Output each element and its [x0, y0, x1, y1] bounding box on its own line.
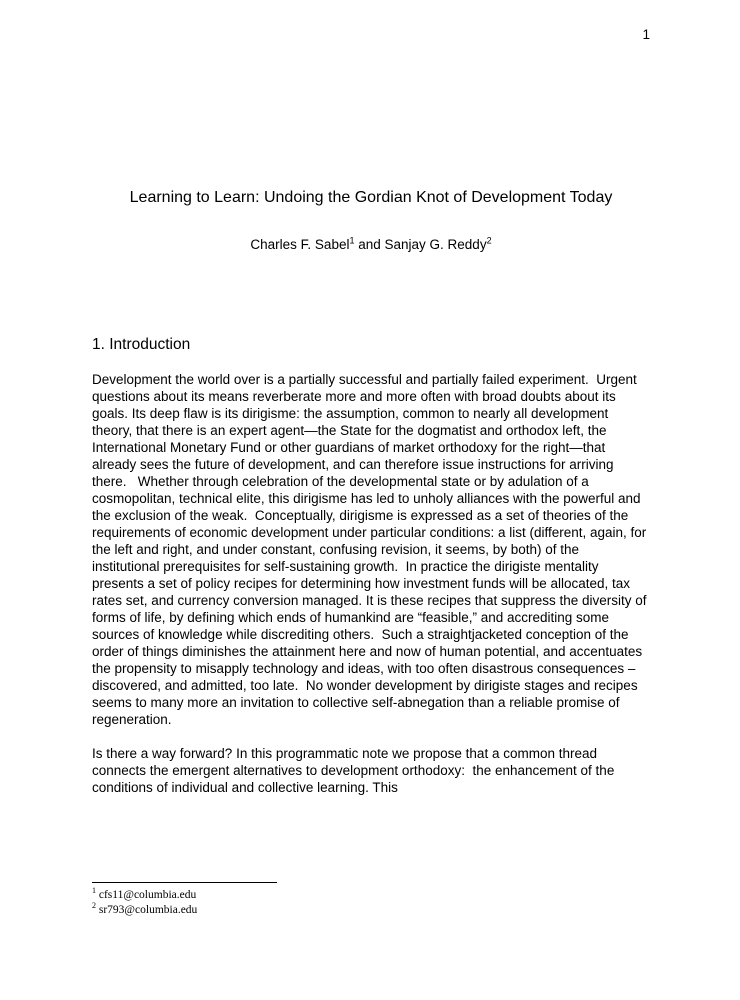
- footnote-1-ref: 1: [92, 886, 96, 896]
- footnote-2: [92, 903, 652, 918]
- footnote-2-text: sr793@columbia.edu: [98, 904, 198, 916]
- body-paragraph-1: Development the world over is a partially successful and partially failed experiment. Urgent questions about its means reverberate more and more often with broad doubts about its goals. Its deep flaw is its dirigisme: the assumption, common to nearly all development theory, that there is an expert agent—the State for the dogmatist and orthodox left, the International Monetary Fund or other guardians of market orthodoxy for the right—that already sees the future of development, and can therefore issue instructions for arriving there. Whether through celebration of the developmental state or by adulation of a cosmopolitan, technical elite, this dirigisme has led to unholy alliances with the powerful and the exclusion of the weak. Conceptually, dirigisme is expressed as a set of theories of the requirements of economic development under particular conditions: a list (different, again, for the left and right, and under constant, confusing revision, it seems, by both) of the institutional prerequisites for self-sustaining growth. In practice the dirigiste mentality presents a set of policy recipes for determining how investment funds will be allocated, tax rates set, and currency conversion managed. It is these recipes that suppress the diversity of forms of life, by defining which ends of humankind are “feasible,” and accrediting some sources of knowledge while discrediting others. Such a straightjacketed conception of the order of things diminishes the attainment here and now of human potential, and accentuates the propensity to misapply technology and ideas, with too often disastrous consequences – discovered, and admitted, too late. No wonder development by dirigiste stages and recipes seems to many more an invitation to collective self-abnegation than a reliable promise of regeneration.: [92, 372, 651, 727]
- footnote-2-ref: 2: [92, 901, 96, 911]
- footnote-block: [92, 882, 652, 918]
- page-number: 1: [642, 27, 650, 42]
- paper-title: Learning to Learn: Undoing the Gordian Knot of Development Today: [129, 189, 613, 206]
- footnote-1-text: cfs11@columbia.edu: [98, 889, 197, 901]
- footnote-separator-line: [92, 882, 277, 883]
- footnote-1: [92, 888, 652, 903]
- author-1-footnote-ref: 1: [349, 235, 355, 246]
- authors-separator: and: [354, 237, 385, 252]
- author-1-name: Charles F. Sabel: [250, 237, 350, 252]
- authors-line: [92, 236, 650, 253]
- body-paragraph-2: Is there a way forward? In this programmatic note we propose that a common thread connects the emergent alternatives to development orthodoxy: the enhancement of the conditions of individual and collective learning. This: [92, 746, 619, 795]
- section-heading-introduction: 1. Introduction: [92, 336, 191, 353]
- author-2-name: Sanjay G. Reddy: [384, 237, 487, 252]
- author-2-footnote-ref: 2: [486, 235, 492, 246]
